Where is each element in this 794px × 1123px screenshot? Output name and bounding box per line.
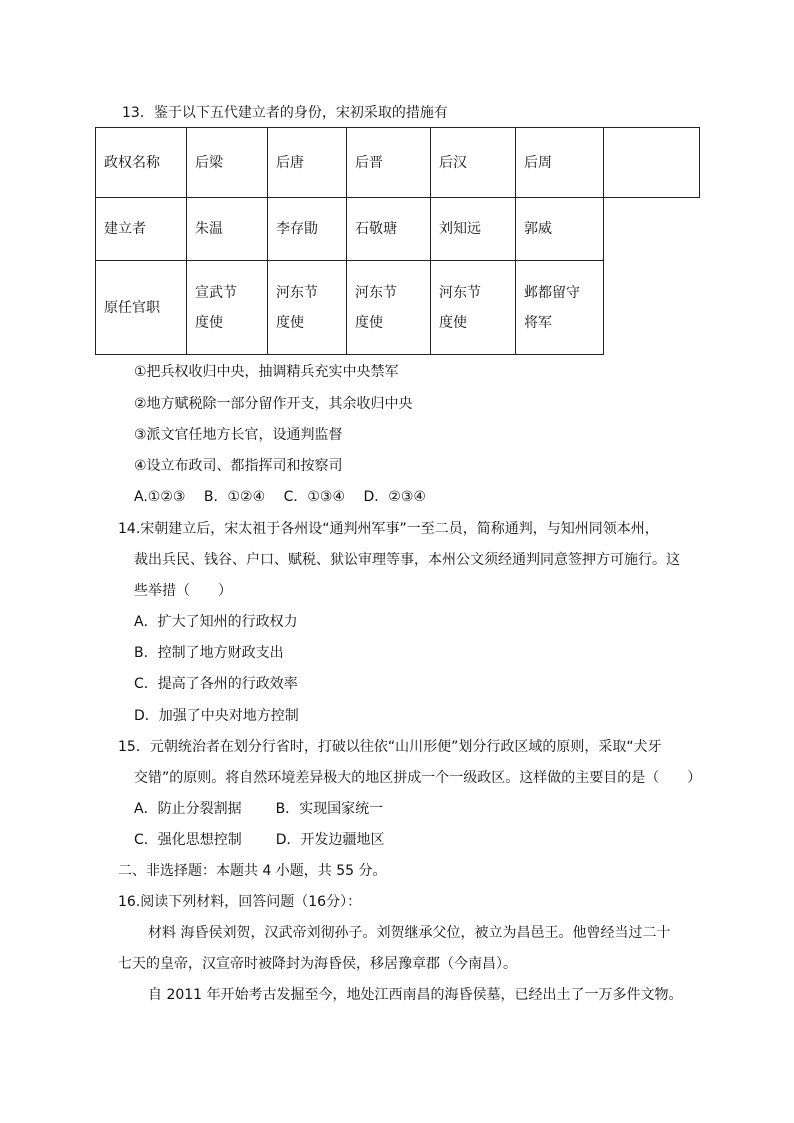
question-14-line-1: 14.宋朝建立后，宋太祖于各州设“通判州军事”一至二员，简称通判，与知州同领本州， [118, 521, 659, 537]
table-label-founder: 建立者 [95, 197, 187, 261]
question-14-choice-c[interactable]: C．提高了各州的行政效率 [134, 676, 298, 692]
question-15-choice-b[interactable]: B．实现国家统一 [275, 801, 384, 817]
table-founder-2: 李存勖 [267, 197, 347, 261]
question-15-choice-c[interactable]: C．强化思想控制 [134, 832, 242, 848]
table-header-later-zhou: 后周 [515, 127, 604, 198]
question-13-choices [134, 487, 440, 507]
table-office-4-line-1: 河东节 [439, 284, 481, 301]
table-office-5-line-1: 邺都留守 [524, 284, 580, 301]
question-13-option-3: ③派文官任地方长官，设通判监督 [134, 427, 343, 443]
table-office-3-line-1: 河东节 [355, 284, 397, 301]
table-header-empty [603, 127, 700, 198]
question-13-choice-b[interactable]: B．①②④ [203, 489, 266, 505]
section-2-heading: 二、非选择题：本题共 4 小题，共 55 分。 [118, 863, 387, 879]
table-label-office: 原任官职 [95, 260, 187, 355]
question-13-option-2: ②地方赋税除一部分留作开支，其余收归中央 [134, 396, 413, 412]
table-header-regime: 政权名称 [95, 127, 187, 198]
table-founder-1: 朱温 [186, 197, 268, 261]
question-16-material-line-2: 七天的皇帝，汉宣帝时被降封为海昏侯，移居豫章郡（今南昌）。 [118, 956, 517, 972]
table-office-1-line-1: 宣武节 [195, 284, 237, 301]
question-15-choice-a[interactable]: A．防止分裂割据 [134, 801, 242, 817]
table-header-later-tang: 后唐 [267, 127, 347, 198]
table-office-4-line-2: 度使 [439, 314, 467, 331]
question-15-choice-d[interactable]: D．开发边疆地区 [275, 832, 385, 848]
table-office-5-line-2: 将军 [524, 314, 552, 331]
table-founder-4: 刘知远 [430, 197, 516, 261]
table-founder-5: 郭威 [515, 197, 604, 261]
five-dynasties-table [95, 127, 700, 355]
question-15-choices-cd [134, 830, 385, 850]
question-14-choice-b[interactable]: B．控制了地方财政支出 [134, 645, 284, 661]
table-office-1-line-2: 度使 [195, 314, 223, 331]
table-office-1 [186, 260, 268, 355]
question-14-line-3: 些举措（ ） [134, 583, 232, 599]
question-16-title: 16.阅读下列材料，回答问题（16分）： [118, 894, 362, 910]
table-office-2 [267, 260, 347, 355]
table-founder-3: 石敬瑭 [346, 197, 431, 261]
question-14-line-2: 裁出兵民、钱谷、户口、赋税、狱讼审理等事，本州公文须经通判同意签押方可施行。这 [134, 552, 680, 568]
question-13-title: 13．鉴于以下五代建立者的身份，宋初采取的措施有 [122, 105, 448, 121]
question-14-choice-a[interactable]: A．扩大了知州的行政权力 [134, 614, 298, 630]
question-16-material-line-3: 自 2011 年开始考古发掘至今，地处江西南昌的海昏侯墓，已经出土了一万多件文物。 [148, 987, 683, 1003]
table-office-4 [430, 260, 516, 355]
question-13-option-1: ①把兵权收归中央，抽调精兵充实中央禁军 [134, 364, 399, 380]
question-15-choices-ab [134, 799, 383, 819]
table-office-3-line-2: 度使 [355, 314, 383, 331]
question-15-line-2: 交错”的原则。将自然环境差异极大的地区拼成一个一级政区。这样做的主要目的是（ ） [134, 770, 702, 786]
table-office-3 [346, 260, 431, 355]
table-office-2-line-1: 河东节 [276, 284, 318, 301]
table-header-later-han: 后汉 [430, 127, 516, 198]
question-14-choice-d[interactable]: D．加强了中央对地方控制 [134, 708, 299, 724]
question-13-choice-c[interactable]: C．①③④ [283, 489, 346, 505]
question-16-material-line-1: 材料 海昏侯刘贺，汉武帝刘彻孙子。刘贺继承父位，被立为昌邑王。他曾经当过二十 [148, 925, 671, 941]
question-13-choice-d[interactable]: D．②③④ [363, 489, 426, 505]
question-13-choice-a[interactable]: A.①②③ [134, 489, 186, 505]
question-15-line-1: 15．元朝统治者在划分行省时，打破以往依“山川形便”划分行政区域的原则，采取“犬牙 [118, 739, 662, 755]
table-office-2-line-2: 度使 [276, 314, 304, 331]
table-header-later-liang: 后梁 [186, 127, 268, 198]
table-office-5 [515, 260, 604, 355]
table-header-later-jin: 后晋 [346, 127, 431, 198]
question-13-option-4: ④设立布政司、都指挥司和按察司 [134, 458, 343, 474]
